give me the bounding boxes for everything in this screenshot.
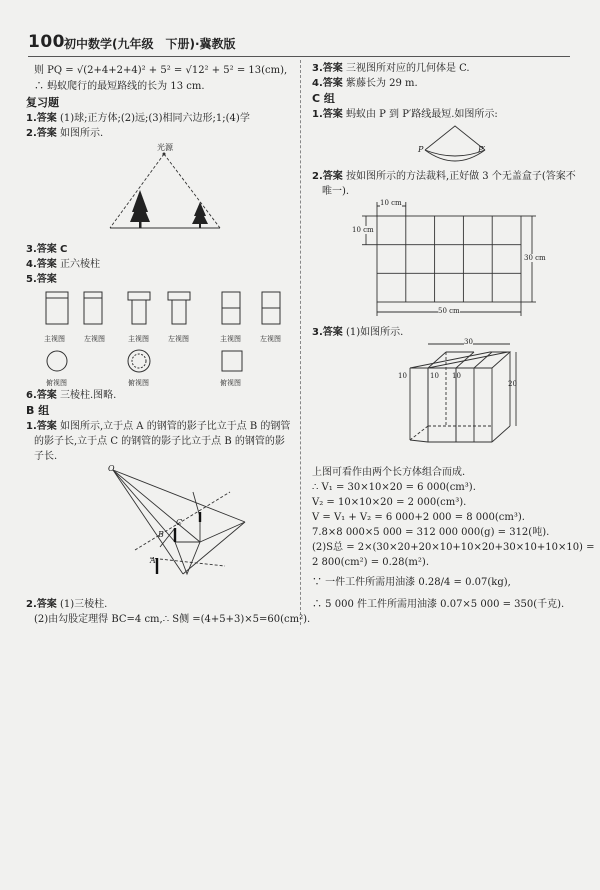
header-rule — [28, 56, 570, 57]
answer-row — [26, 273, 57, 286]
answer-row — [312, 108, 498, 121]
answer-row — [26, 389, 116, 402]
view-label: 主视图 — [220, 335, 241, 343]
dim-10cm-side: 10 cm — [352, 226, 374, 234]
point-c-label: C — [176, 518, 183, 527]
box-dim-10: 10 — [398, 372, 407, 380]
answer-label: 1.答案 — [26, 113, 57, 124]
answer-row — [312, 77, 418, 90]
view-label: 主视图 — [128, 335, 149, 343]
answer-row — [26, 127, 103, 140]
answer-label: 4.答案 — [312, 78, 343, 89]
text-line: 唯一). — [322, 186, 350, 197]
answer-label: 1.答案 — [26, 421, 57, 432]
answer-text: (1)三棱柱. — [59, 599, 108, 610]
answer-label: 3.答案 — [312, 63, 343, 74]
answer-label: 3.答案 — [312, 327, 343, 338]
text-line: V₂ = 10×10×20 = 2 000(cm³). — [312, 497, 467, 508]
view-label: 俯视图 — [220, 379, 241, 387]
box-3d-figure — [390, 340, 530, 460]
view-label: 左视图 — [168, 335, 189, 343]
view-label: 俯视图 — [128, 379, 149, 387]
view-label: 主视图 — [44, 335, 65, 343]
section-heading: C 组 — [312, 92, 335, 105]
point-a-label: A — [150, 556, 156, 565]
text-line: ∴ 5 000 件工件所需用油漆 0.07×5 000 = 350(千克). — [312, 599, 565, 610]
text-line: (2)S总 = 2×(30×20+20×10+10×20+30×10+10×10) = — [312, 542, 595, 553]
point-p-prime-label: P′ — [478, 145, 486, 154]
dim-50cm: 50 cm — [438, 307, 460, 315]
text-line: 则 PQ = √(2+4+2+4)² + 5² = √12² + 5² = 13(cm), — [34, 65, 288, 76]
answer-text: C — [59, 244, 68, 255]
answer-row — [26, 420, 290, 433]
answer-label: 4.答案 — [26, 259, 57, 270]
point-b-label: B — [158, 530, 164, 539]
text-line: ∵ 一件工件所需用油漆 0.28/4 = 0.07(kg), — [312, 577, 511, 588]
answer-label: 6.答案 — [26, 390, 57, 401]
answer-label: 5.答案 — [26, 274, 57, 285]
box-dim-10: 10 — [430, 372, 439, 380]
cutting-grid-figure — [350, 198, 550, 323]
answer-text: 三视图所对应的几何体是 C. — [345, 63, 470, 74]
section-heading: B 组 — [26, 404, 50, 417]
dim-30cm: 30 cm — [524, 254, 546, 262]
answer-label: 2.答案 — [26, 128, 57, 139]
answer-row — [26, 258, 100, 271]
point-o-label: O — [108, 464, 115, 473]
answer-row — [312, 170, 576, 183]
page-number: 100 — [28, 32, 65, 52]
answer-row — [26, 243, 67, 256]
answer-label: 3.答案 — [26, 244, 57, 255]
text-line: 子长. — [34, 451, 58, 462]
point-p-label: P — [418, 145, 424, 154]
three-view-drawings — [40, 286, 290, 391]
section-heading: 复习题 — [26, 96, 59, 109]
answer-label: 1.答案 — [312, 109, 343, 120]
light-source-figure — [100, 140, 230, 235]
view-label: 左视图 — [84, 335, 105, 343]
text-line: V = V₁ + V₂ = 6 000+2 000 = 8 000(cm³). — [312, 512, 525, 523]
view-label: 左视图 — [260, 335, 281, 343]
text-line: 7.8×8 000×5 000 = 312 000 000(g) = 312(吨). — [312, 527, 550, 538]
book-title: 初中数学(九年级 下册)·冀教版 — [64, 37, 236, 51]
text-line: (2)由勾股定理得 BC=4 cm,∴ S侧 =(4+5+3)×5=60(cm²). — [34, 614, 311, 625]
text-line: 的影子长,立于点 C 的钢管的影子比立于点 B 的钢管的影 — [34, 436, 285, 447]
answer-row — [26, 112, 250, 125]
answer-text: 紫藤长为 29 m. — [345, 78, 418, 89]
answer-text: 蚂蚁由 P 到 P′路线最短.如图所示: — [345, 109, 498, 120]
text-line: 2 800(cm²) = 0.28(m²). — [312, 557, 429, 568]
dim-10cm-top: 10 cm — [380, 199, 402, 207]
shadow-figure — [105, 462, 255, 592]
answer-row — [26, 598, 107, 611]
answer-label: 2.答案 — [26, 599, 57, 610]
box-dim-20: 20 — [508, 380, 517, 388]
text-line: 上图可看作由两个长方体组合而成. — [312, 467, 466, 478]
answer-text: 如图所示. — [59, 128, 104, 139]
answer-label: 2.答案 — [312, 171, 343, 182]
box-dim-10: 10 — [452, 372, 461, 380]
answer-text: 如图所示,立于点 A 的钢管的影子比立于点 B 的钢管 — [59, 421, 291, 432]
text-line: ∴ V₁ = 30×10×20 = 6 000(cm³). — [312, 482, 476, 493]
answer-text: 正六棱柱 — [59, 259, 100, 270]
view-label: 俯视图 — [46, 379, 67, 387]
answer-text: (1)球;正方体;(2)远;(3)相同六边形;1;(4)学 — [59, 113, 250, 124]
column-divider — [300, 60, 301, 625]
box-dim-30: 30 — [464, 338, 473, 346]
answer-text: 三棱柱.图略. — [59, 390, 117, 401]
answer-row — [312, 326, 403, 339]
answer-text: (1)如图所示. — [345, 327, 404, 338]
answer-text: 按如图所示的方法裁料,正好做 3 个无盖盒子(答案不 — [345, 171, 576, 182]
light-source-label: 光源 — [157, 143, 173, 152]
answer-row — [312, 62, 470, 75]
text-line: ∴ 蚂蚁爬行的最短路线的长为 13 cm. — [34, 81, 205, 92]
